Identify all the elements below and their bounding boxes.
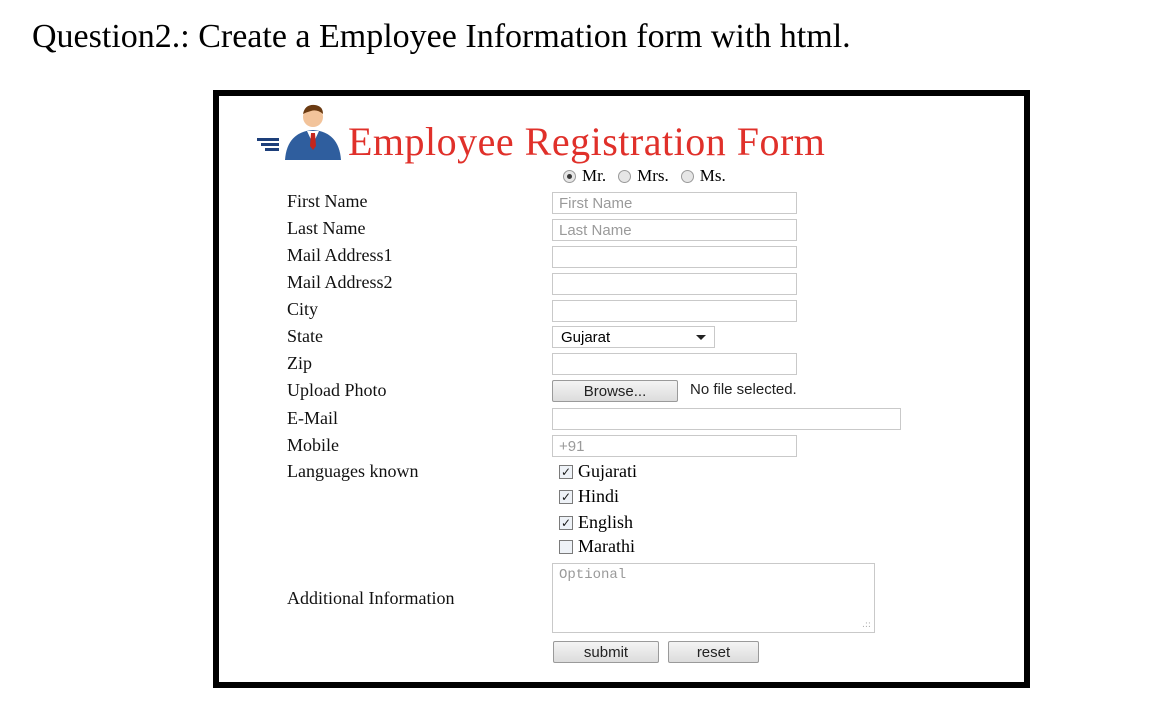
languages-label: Languages known <box>287 461 419 481</box>
browse-button[interactable]: Browse... <box>552 380 678 402</box>
mail-address2-label: Mail Address2 <box>287 272 393 292</box>
language-gujarati-label: Gujarati <box>578 461 637 481</box>
mail-address1-label: Mail Address1 <box>287 245 393 265</box>
email-label: E-Mail <box>287 408 338 428</box>
resize-grip-icon[interactable]: .:: <box>862 620 871 630</box>
last-name-input[interactable] <box>552 219 797 241</box>
city-label: City <box>287 299 319 319</box>
reset-button[interactable]: reset <box>668 641 759 663</box>
businessman-icon <box>255 100 347 160</box>
form-title: Employee Registration Form <box>348 119 826 164</box>
mail-address2-input[interactable] <box>552 273 797 295</box>
checkbox-checked-icon[interactable]: ✓ <box>560 464 572 479</box>
chevron-down-icon <box>696 335 706 340</box>
last-name-label: Last Name <box>287 218 366 238</box>
language-marathi[interactable] <box>559 536 635 557</box>
upload-photo-label: Upload Photo <box>287 380 387 400</box>
mobile-label: Mobile <box>287 435 339 455</box>
additional-info-label: Additional Information <box>287 588 455 608</box>
zip-input[interactable] <box>552 353 797 375</box>
first-name-label: First Name <box>287 191 368 211</box>
state-select[interactable] <box>552 326 715 348</box>
question-heading: Question2.: Create a Employee Information form with html. <box>32 18 851 55</box>
radio-ms-label: Ms. <box>699 166 726 185</box>
state-label: State <box>287 326 323 346</box>
language-english-label: English <box>578 512 634 532</box>
first-name-input[interactable] <box>552 192 797 214</box>
email-input[interactable] <box>552 408 901 430</box>
language-hindi[interactable] <box>559 486 619 507</box>
language-hindi-label: Hindi <box>578 486 620 506</box>
checkbox-checked-icon[interactable]: ✓ <box>560 489 572 504</box>
checkbox-unchecked-icon[interactable] <box>559 540 573 554</box>
radio-ms[interactable] <box>681 170 694 183</box>
radio-mr-label: Mr. <box>582 166 607 185</box>
mail-address1-input[interactable] <box>552 246 797 268</box>
language-english[interactable] <box>559 512 633 533</box>
submit-button[interactable]: submit <box>553 641 659 663</box>
radio-mrs-label: Mrs. <box>637 166 669 185</box>
file-status-text: No file selected. <box>690 381 797 398</box>
language-gujarati[interactable] <box>559 461 637 482</box>
language-marathi-label: Marathi <box>578 536 635 556</box>
mobile-input[interactable] <box>552 435 797 457</box>
checkbox-checked-icon[interactable]: ✓ <box>560 515 572 530</box>
honorific-group <box>557 166 726 186</box>
additional-info-textarea[interactable] <box>552 563 875 633</box>
radio-mr[interactable] <box>563 170 576 183</box>
zip-label: Zip <box>287 353 312 373</box>
city-input[interactable] <box>552 300 797 322</box>
state-selected-value: Gujarat <box>561 328 611 346</box>
radio-mrs[interactable] <box>618 170 631 183</box>
